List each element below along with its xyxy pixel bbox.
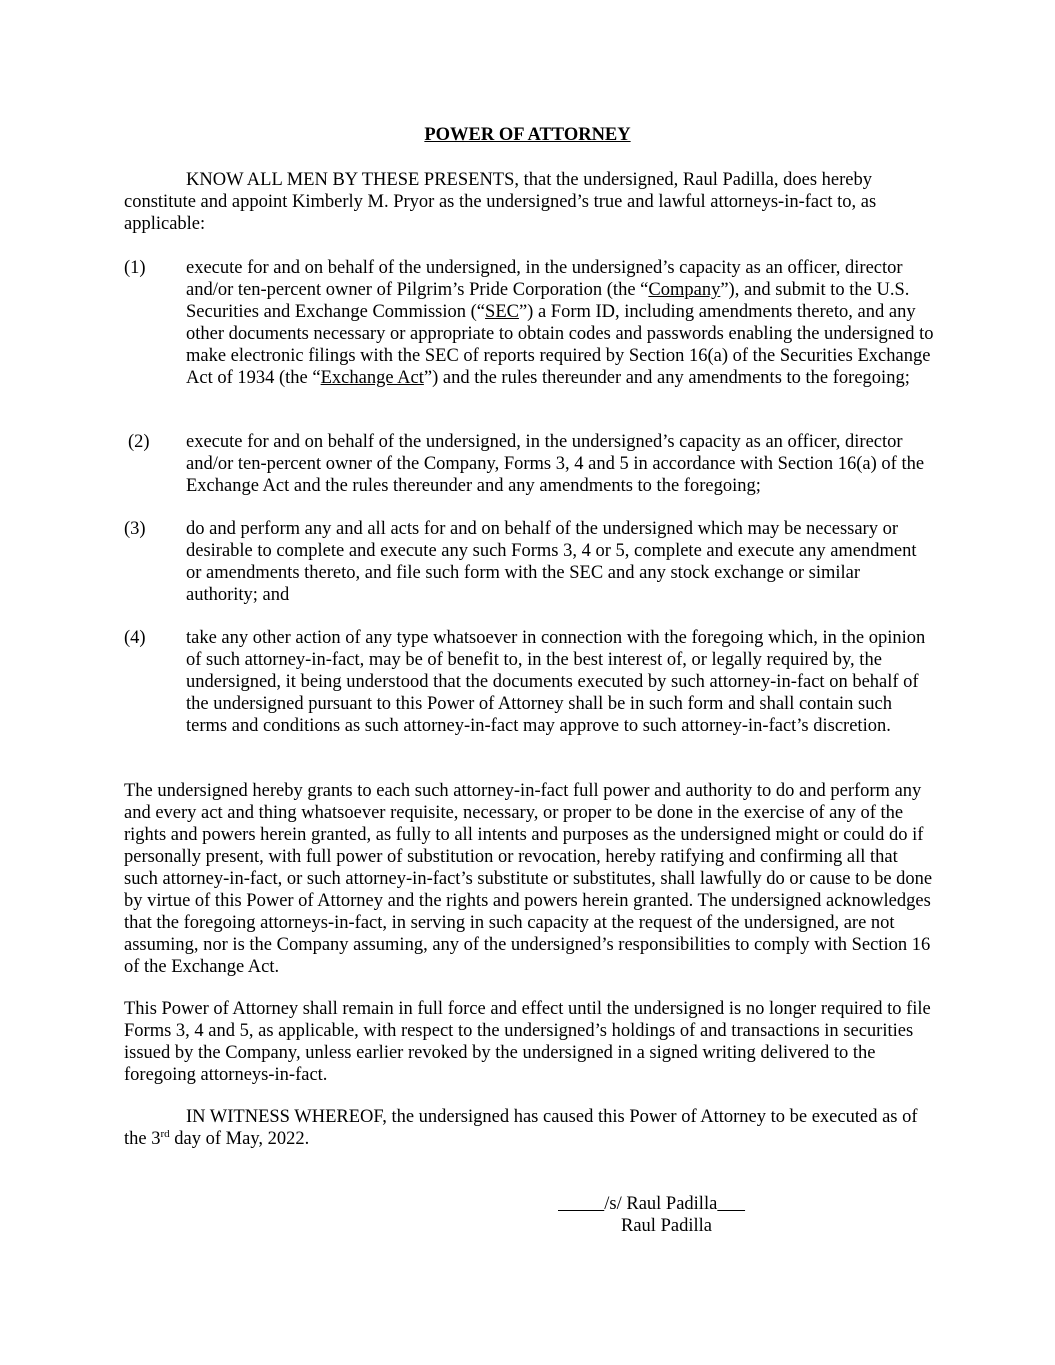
ordinal-suffix: rd <box>160 1128 170 1140</box>
signatory-name: Raul Padilla <box>621 1216 712 1236</box>
list-item-text: do and perform any and all acts for and on behalf of the undersigned which may be necessary or desirable to complete and execute any such Forms 3, 4 or 5, complete and execute any amendment or amendments thereto, and file such form with the SEC and any stock exchange or similar authority; and <box>186 519 917 605</box>
grant-paragraph: The undersigned hereby grants to each such attorney-in-fact full power and authority to do and perform any and every act and thing whatsoever requisite, necessary, or proper to be done in the exercise of any of the rights and powers herein granted, as fully to all intents and purposes as the undersigned might or could do if personally present, with full power of substitution or revocation, hereby ratifying and confirming all that such attorney-in-fact, or such attorney-in-fact’s substitute or substitutes, shall lawfully do or cause to be done by virtue of this Power of Attorney and the rights and powers herein granted. The undersigned acknowledges that the foregoing attorneys-in-fact, in serving in such capacity at the request of the undersigned, are not assuming, nor is the Company assuming, any of the undersigned’s responsibilities to comply with Section 16 of the Exchange Act. <box>124 781 933 977</box>
list-item-number: (3) <box>124 519 146 539</box>
intro-paragraph: KNOW ALL MEN BY THESE PRESENTS, that the undersigned, Raul Padilla, does hereby constitute and appoint Kimberly M. Pryor as the undersigned’s true and lawful attorneys-in-fact to, as applicable: <box>124 170 877 234</box>
duration-paragraph: This Power of Attorney shall remain in full force and effect until the undersigned is no longer required to file Forms 3, 4 and 5, as applicable, with respect to the undersigned’s holdings of and transactions in securities issued by the Company, unless earlier revoked by the undersigned in a signed writing delivered to the foregoing attorneys-in-fact. <box>124 999 931 1085</box>
list-item-text: execute for and on behalf of the undersigned, in the undersigned’s capacity as an officer, director and/or ten-percent owner of Pilgrim’s Pride Corporation (the “Company”), and submit to the U.S. Securities and Exchange Commission (“SEC”) a Form ID, including amendments thereto, and any other documents necessary or appropriate to obtain codes and passwords enabling the undersigned to make electronic filings with the SEC of reports required by Section 16(a) of the Securities Exchange Act of 1934 (the “Exchange Act”) and the rules thereunder and any amendments to the foregoing; <box>186 258 934 388</box>
list-item-text: take any other action of any type whatsoever in connection with the foregoing which, in the opinion of such attorney-in-fact, may be of benefit to, in the best interest of, or legally required by, the undersigned, it being understood that the documents executed by such attorney-in-fact on behalf of the undersigned pursuant to this Power of Attorney shall be in such form and shall contain such terms and conditions as such attorney-in-fact may approve to such attorney-in-fact’s discretion. <box>186 628 926 736</box>
defined-term-exchange-act: Exchange Act <box>320 368 424 388</box>
signature-value: /s/ Raul Padilla <box>604 1194 718 1214</box>
defined-term-sec: SEC <box>485 302 519 322</box>
list-item-number: (4) <box>124 628 146 648</box>
witness-paragraph: IN WITNESS WHEREOF, the undersigned has caused this Power of Attorney to be executed as of the 3rd day of May, 2022. <box>124 1107 918 1149</box>
list-item-number: (1) <box>124 258 146 278</box>
defined-term-company: Company <box>648 280 721 300</box>
signature-line <box>558 1193 745 1215</box>
document-title: POWER OF ATTORNEY <box>424 125 631 145</box>
list-item-number: (2) <box>128 432 150 452</box>
list-item-text: execute for and on behalf of the undersigned, in the undersigned’s capacity as an officer, director and/or ten-percent owner of the Company, Forms 3, 4 and 5 in accordance with Section 16(a) of the Exchange Act and the rules thereunder and any amendments to the foregoing; <box>186 432 925 496</box>
